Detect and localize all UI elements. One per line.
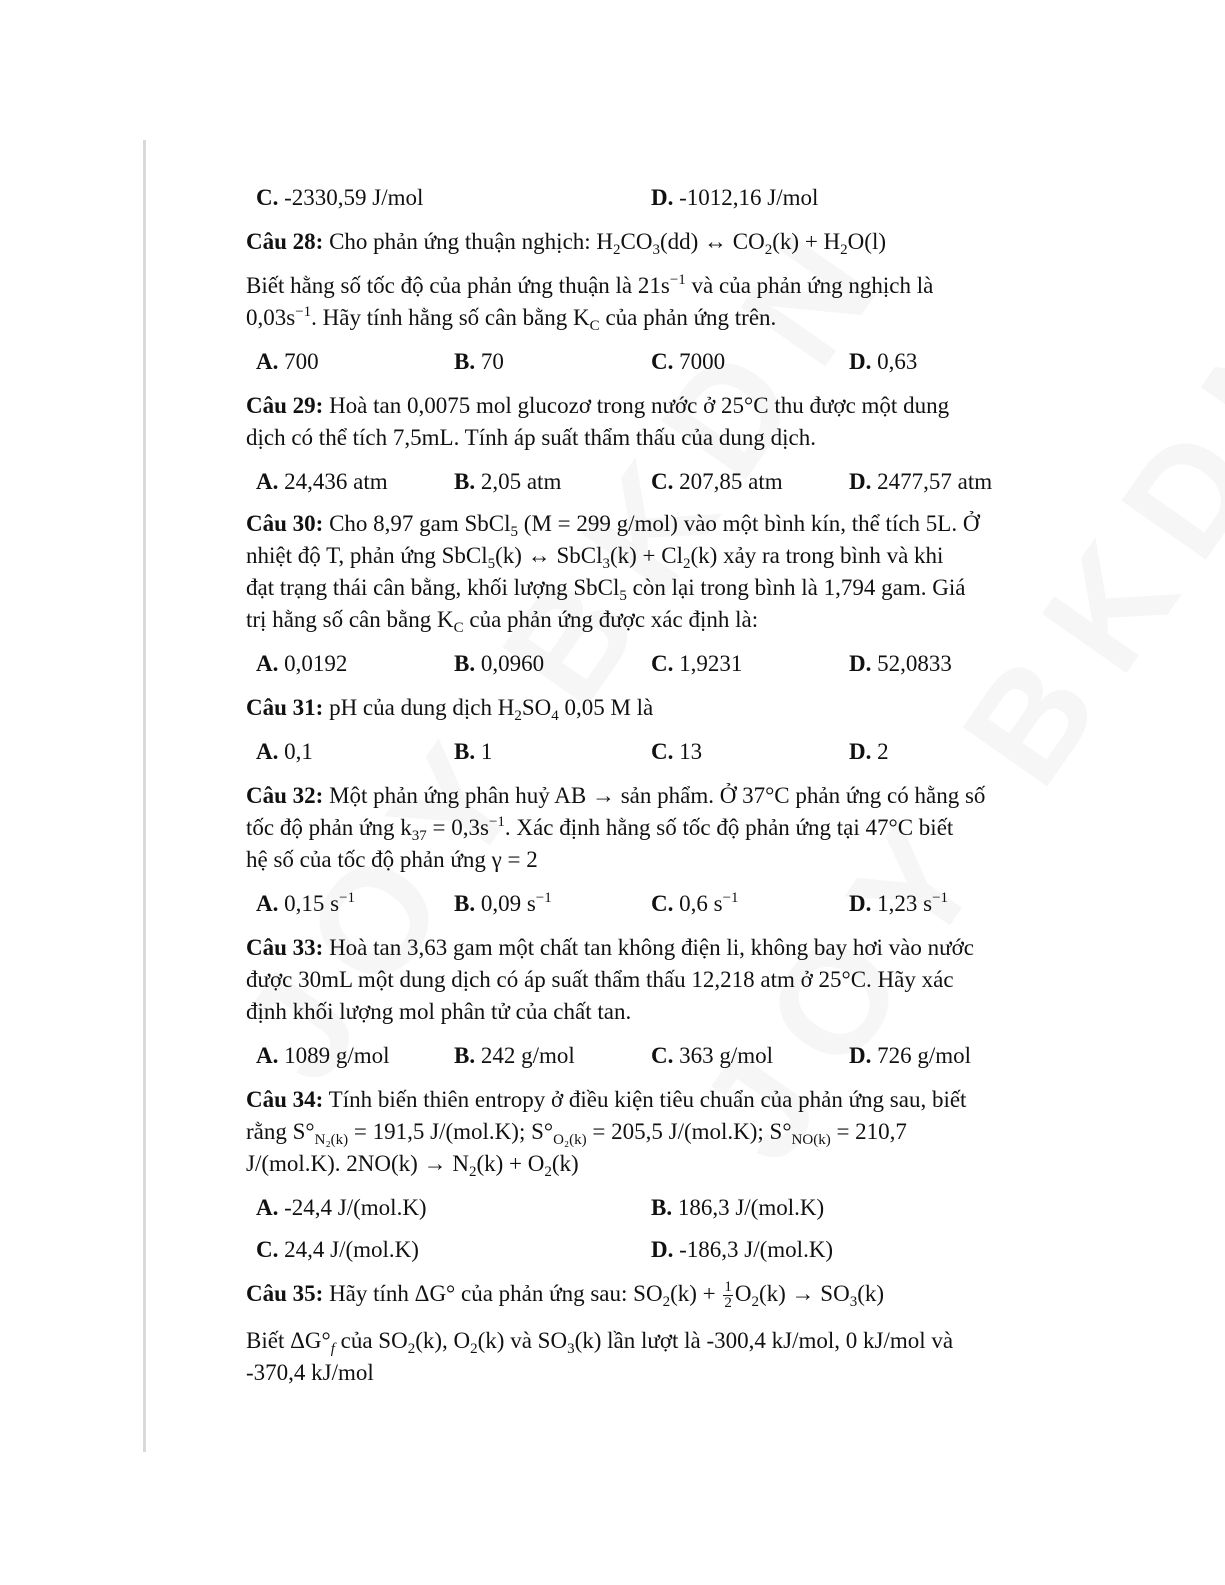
- question-31: Câu 31: pH của dung dịch $H_2SO_4$ 0,05 M là: [246, 695, 654, 724]
- option-c[interactable]: C. 363 g/mol: [651, 1043, 774, 1068]
- option-d[interactable]: D. 52,0833: [849, 651, 952, 676]
- option-d[interactable]: D. 2: [849, 739, 889, 764]
- option-c[interactable]: C. 207,85 atm: [651, 469, 783, 494]
- option-d[interactable]: D. -186,3 J/(mol.K): [651, 1237, 834, 1262]
- option-d[interactable]: D. 2477,57 atm: [849, 469, 993, 494]
- question-33: Câu 33: Hoà tan 3,63 gam một chất tan không điện li, không bay hơi vào nước được 30mL một dung dịch có áp suất thẩm thấu 12,218 atm ở 25°C. Hãy xác định khối lượng mol phân tử của chất tan.: [246, 935, 974, 1024]
- question-28-body: Biết hằng số tốc độ của phản ứng thuận là $21s^{-1}$ và của phản ứng nghịch là $0,03s^{-1}$. Hãy tính hằng số cân bằng $K_C$ của phản ứng trên.: [246, 272, 934, 334]
- question-29: Câu 29: Hoà tan 0,0075 mol glucozơ trong nước ở 25°C thu được một dung dịch có thể tích 7,5mL. Tính áp suất thẩm thấu của dung dịch.: [246, 393, 950, 450]
- option-c[interactable]: C. 0,6 $s^{-1}$: [651, 890, 739, 916]
- options-row: [246, 1192, 1046, 1224]
- question-32: Câu 32: Một phản ứng phân huỷ AB → sản phẩm. Ở 37°C phản ứng có hằng số tốc độ phản ứng $k_{37} = 0,3s^{-1}$. Xác định hằng số tốc độ phản ứng tại 47°C biết hệ số của tốc độ phản ứng γ = 2: [246, 783, 986, 872]
- option-a[interactable]: A. 0,0192: [256, 651, 348, 676]
- question-35-body: Biết $\Delta G^\circ_f$ của $SO_2(k)$, $O_2(k)$ và $SO_3(k)$ lần lượt là -300,4 kJ/mol, 0 kJ/mol và -370,4 kJ/mol: [246, 1328, 954, 1386]
- option-b[interactable]: B. 242 g/mol: [454, 1043, 575, 1068]
- option-d[interactable]: D. -1012,16 J/mol: [651, 185, 819, 210]
- option-a[interactable]: A. 24,436 atm: [256, 469, 388, 494]
- option-a[interactable]: A. -24,4 J/(mol.K): [256, 1195, 427, 1220]
- option-b[interactable]: B. 0,0960: [454, 651, 545, 676]
- scan-edge: [143, 140, 146, 1452]
- options-row: [246, 1040, 1046, 1072]
- option-c[interactable]: C. -2330,59 J/mol: [256, 185, 424, 210]
- option-b[interactable]: B. 2,05 atm: [454, 469, 562, 494]
- question-30: Câu 30: Cho 8,97 gam SbCl$_5$ (M = 299 g/mol) vào một bình kín, thể tích 5L. Ở nhiệt độ T, phản ứng SbCl$_5$(k) ↔ SbCl$_3$(k) + $Cl_2(k)$ xảy ra trong bình và khi đạt trạng thái cân bằng, khối lượng SbCl$_5$ còn lại trong bình là 1,794 gam. Giá trị hằng số cân bằng $K_C$ của phản ứng được xác định là:: [246, 511, 980, 636]
- options-row: [246, 182, 1046, 214]
- option-c[interactable]: C. 1,9231: [651, 651, 743, 676]
- option-b[interactable]: B. 70: [454, 349, 504, 374]
- option-b[interactable]: B. 1: [454, 739, 493, 764]
- option-a[interactable]: A. 0,15 $s^{-1}$: [256, 890, 356, 916]
- option-b[interactable]: B. 0,09 $s^{-1}$: [454, 890, 552, 916]
- option-c[interactable]: C. 7000: [651, 349, 726, 374]
- option-a[interactable]: A. 1089 g/mol: [256, 1043, 390, 1068]
- question-34: Câu 34: Tính biến thiên entropy ở điều kiện tiêu chuẩn của phản ứng sau, biết rằng $S^\circ_{N_2(k)} = 191,5$ J/(mol.K); $S^\circ_{O_2(k)} = 205,5$ J/(mol.K); $S^\circ_{NO(k)} = 210,7$ J/(mol.K). $2NO(k) \to N_2(k) + O_2(k)$: [246, 1087, 967, 1180]
- option-c[interactable]: C. 13: [651, 739, 703, 764]
- option-b[interactable]: B. 186,3 J/(mol.K): [651, 1195, 825, 1220]
- option-d[interactable]: D. 726 g/mol: [849, 1043, 972, 1068]
- options-row: [246, 466, 1046, 498]
- question-35: Câu 35: Hãy tính ΔG° của phản ứng sau: $SO_2(k)$ + $\frac{1}{2}$ $O_2(k) \to SO_3(k)$: [246, 1279, 885, 1312]
- option-a[interactable]: A. 0,1: [256, 739, 313, 764]
- options-row: [246, 1234, 1046, 1266]
- option-d[interactable]: D. 0,63: [849, 349, 918, 374]
- option-a[interactable]: A. 700: [256, 349, 319, 374]
- fraction-one-half: $\frac{1}{2}$: [724, 1279, 732, 1312]
- question-28: Câu 28: Cho phản ứng thuận nghịch: $H_2CO_3(dd)$ ↔ $CO_2(k) + H_2O(l)$: [246, 229, 886, 258]
- options-row: [246, 736, 1046, 768]
- options-row: [246, 648, 1046, 680]
- options-row: [246, 888, 1046, 920]
- option-c[interactable]: C. 24,4 J/(mol.K): [256, 1237, 419, 1262]
- option-d[interactable]: D. 1,23 $s^{-1}$: [849, 890, 949, 916]
- options-row: [246, 346, 1046, 378]
- page-content: [246, 170, 1046, 1389]
